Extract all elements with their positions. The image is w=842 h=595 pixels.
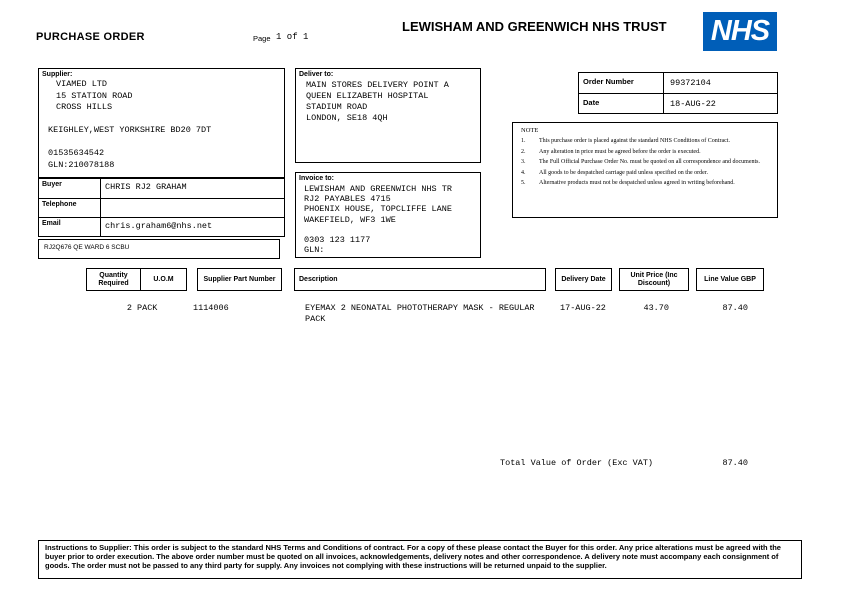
line-item-unit-price: 43.70	[643, 303, 669, 313]
email-label: Email	[39, 218, 101, 236]
column-header-part-number: Supplier Part Number	[197, 268, 282, 291]
note-item-number: 1.	[521, 138, 526, 144]
supplier-name: VIAMED LTD	[56, 79, 108, 89]
supplier-box	[38, 68, 285, 178]
supplier-address-line: 15 STATION ROAD	[56, 90, 133, 101]
supplier-address-blank	[39, 137, 284, 149]
telephone-value	[101, 199, 284, 217]
email-value: chris.graham6@nhs.net	[105, 221, 213, 231]
note-item-number: 2.	[521, 148, 526, 155]
note-title: NOTE	[521, 127, 539, 134]
nhs-logo: NHS	[703, 12, 777, 51]
note-item	[521, 159, 767, 166]
deliver-address-line: LONDON, SE18 4QH	[306, 113, 388, 123]
invoice-gln: GLN:	[304, 245, 325, 256]
supplier-address-blank	[39, 114, 284, 126]
note-item	[521, 170, 767, 177]
invoice-address-line: WAKEFIELD, WF3 1WE	[304, 214, 396, 225]
deliver-address-line: MAIN STORES DELIVERY POINT A	[306, 80, 449, 90]
trust-name: LEWISHAM AND GREENWICH NHS TRUST	[402, 19, 667, 34]
column-header-delivery-date: Delivery Date	[555, 268, 612, 291]
note-item-text: Alternative products must not be despatched unless agreed in writing beforehand.	[539, 180, 735, 186]
supplier-phone: 01535634542	[48, 148, 105, 158]
supplier-label: Supplier:	[42, 71, 73, 78]
note-box	[512, 122, 778, 218]
order-number-label: Order Number	[579, 73, 664, 93]
column-header-quantity: Quantity Required	[86, 268, 141, 291]
invoice-to-box	[295, 172, 481, 258]
telephone-row	[39, 198, 284, 217]
order-date-row	[579, 93, 777, 113]
page-number: 1 of 1	[276, 32, 309, 42]
line-item-part-number: 1114006	[193, 303, 229, 313]
buyer-row	[39, 179, 284, 198]
telephone-label: Telephone	[39, 199, 101, 217]
total-value-amount: 87.40	[722, 458, 748, 468]
email-row	[39, 217, 284, 236]
line-item-delivery-date: 17-AUG-22	[560, 303, 606, 313]
invoice-address-line: LEWISHAM AND GREENWICH NHS TR	[304, 184, 452, 194]
invoice-phone: 0303 123 1177	[304, 235, 371, 245]
cost-centre-reference: RJ2Q676 QE WARD 6 SCBU	[38, 239, 280, 259]
line-item-description: EYEMAX 2 NEONATAL PHOTOTHERAPY MASK - REGULAR PACK	[305, 303, 535, 324]
supplier-gln: GLN:210078188	[48, 159, 115, 170]
supplier-instructions: Instructions to Supplier: This order is subject to the standard NHS Terms and Conditions of contract. For a copy of these please contact the Buyer for this order. Any price alterations must be agreed with the buyer prior to order execution. The above order number must be quoted on all invoices, acknowledgements, delivery notes and other correspondence. A delivery note must accompany each consignment of goods. The order must not be passed to any third party for supply. Any invoices not complying with these instructions will be returned unpaid to the supplier.	[38, 540, 802, 579]
order-number-row	[579, 73, 777, 93]
supplier-address-line: CROSS HILLS	[56, 102, 113, 112]
note-item-number: 3.	[521, 159, 526, 165]
note-list	[513, 136, 777, 187]
invoice-to-label: Invoice to:	[299, 175, 335, 182]
buyer-value: CHRIS RJ2 GRAHAM	[105, 182, 187, 192]
order-date-label: Date	[579, 94, 664, 113]
invoice-address-line: PHOENIX HOUSE, TOPCLIFFE LANE	[304, 204, 452, 215]
order-number-value: 99372104	[670, 78, 711, 88]
note-item	[521, 149, 767, 156]
buyer-contact-table	[38, 178, 285, 237]
total-value-label: Total Value of Order (Exc VAT)	[500, 458, 654, 468]
note-item-number: 5.	[521, 180, 526, 186]
column-header-unit-price: Unit Price (Inc Discount)	[619, 268, 689, 291]
note-item-number: 4.	[521, 169, 526, 176]
order-info-table	[578, 72, 778, 114]
note-item-text: This purchase order is placed against the standard NHS Conditions of Contract.	[539, 138, 730, 144]
supplier-address-line: KEIGHLEY,WEST YORKSHIRE BD20 7DT	[48, 125, 212, 135]
page-label: Page	[253, 34, 271, 43]
buyer-label: Buyer	[39, 179, 101, 198]
line-item-quantity: 2	[126, 303, 132, 313]
invoice-address-blank	[296, 225, 480, 235]
column-header-line-value: Line Value GBP	[696, 268, 764, 291]
line-item-line-value: 87.40	[722, 303, 748, 313]
note-item	[521, 138, 767, 145]
note-item-text: Any alteration in price must be agreed before the order is executed.	[539, 148, 701, 155]
column-header-description: Description	[294, 268, 546, 291]
invoice-address-line: RJ2 PAYABLES 4715	[304, 194, 391, 205]
deliver-address-line: STADIUM ROAD	[306, 102, 368, 112]
deliver-to-box	[295, 68, 481, 163]
note-item	[521, 180, 767, 187]
deliver-to-label: Deliver to:	[299, 71, 334, 78]
line-item-uom: PACK	[137, 303, 158, 313]
column-header-uom: U.O.M	[140, 268, 187, 291]
note-item-text: All goods to be despatched carriage paid unless specified on the order.	[539, 169, 708, 176]
order-date-value: 18-AUG-22	[670, 99, 716, 109]
note-item-text: The Full Official Purchase Order No. must be quoted on all correspondence and documents.	[539, 159, 760, 165]
deliver-address-line: QUEEN ELIZABETH HOSPITAL	[306, 91, 429, 101]
document-title: PURCHASE ORDER	[36, 31, 145, 43]
